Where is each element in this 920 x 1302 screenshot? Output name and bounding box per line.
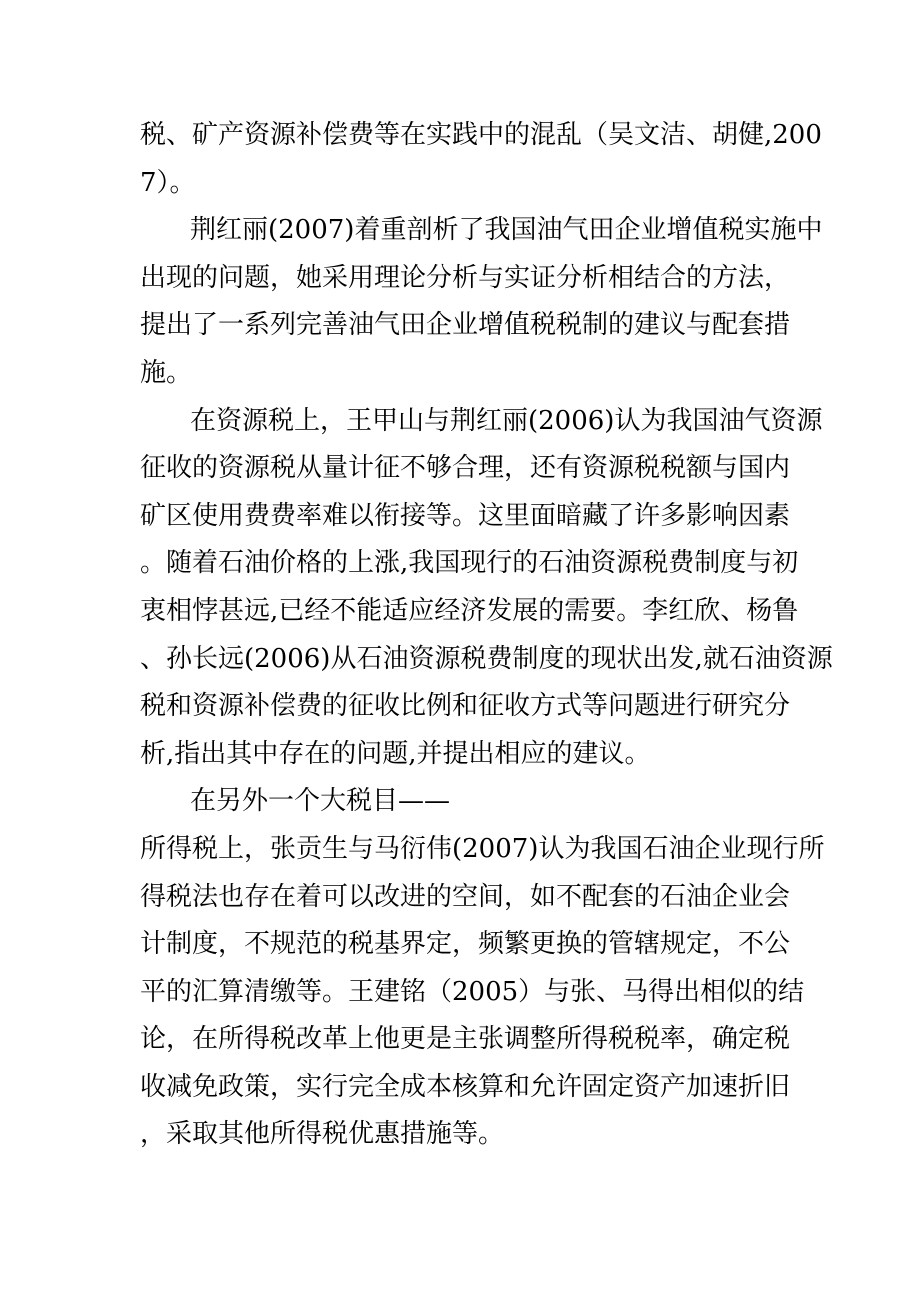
text-line: 衷相悖甚远,已经不能适应经济发展的需要。李红欣、杨鲁 xyxy=(140,595,799,626)
paragraph-start-line: 在资源税上，王甲山与荆红丽(2006)认为我国油气资源 xyxy=(190,405,823,436)
text-line: 。随着石油价格的上涨,我国现行的石油资源税费制度与初 xyxy=(140,548,799,579)
paragraph-start-line: 荆红丽(2007)着重剖析了我国油气田企业增值税实施中 xyxy=(190,215,823,246)
text-line: 提出了一系列完善油气田企业增值税税制的建议与配套措 xyxy=(140,310,791,341)
text-line: 、孙长远(2006)从石油资源税费制度的现状出发,就石油资源 xyxy=(140,643,833,674)
text-line: 论，在所得税改革上他更是主张调整所得税税率，确定税 xyxy=(140,1024,791,1055)
text-line: 析,指出其中存在的问题,并提出相应的建议。 xyxy=(140,738,651,769)
text-line: 税和资源补偿费的征收比例和征收方式等问题进行研究分 xyxy=(140,691,791,722)
text-line: 得税法也存在着可以改进的空间，如不配套的石油企业会 xyxy=(140,881,791,912)
text-line: 出现的问题，她采用理论分析与实证分析相结合的方法， xyxy=(140,262,791,293)
text-line: 7）。 xyxy=(140,167,196,198)
text-line: 施。 xyxy=(140,357,193,388)
text-line: ，采取其他所得税优惠措施等。 xyxy=(140,1119,505,1150)
body-text xyxy=(140,112,833,1159)
text-line: 计制度，不规范的税基界定，频繁更换的管辖规定，不公 xyxy=(140,929,791,960)
text-line: 征收的资源税从量计征不够合理，还有资源税税额与国内 xyxy=(140,453,791,484)
text-line: 矿区使用费费率难以衔接等。这里面暗藏了许多影响因素 xyxy=(140,500,791,531)
paragraph-start-line: 在另外一个大税目—— xyxy=(190,786,451,817)
text-line: 平的汇算清缴等。王建铭（2005）与张、马得出相似的结 xyxy=(140,976,805,1007)
text-line: 税、矿产资源补偿费等在实践中的混乱（吴文洁、胡健,200 xyxy=(140,120,822,150)
text-line: 所得税上，张贡生与马衍伟(2007)认为我国石油企业现行所 xyxy=(140,833,825,864)
text-line: 收减免政策，实行完全成本核算和允许固定资产加速折旧 xyxy=(140,1071,791,1102)
